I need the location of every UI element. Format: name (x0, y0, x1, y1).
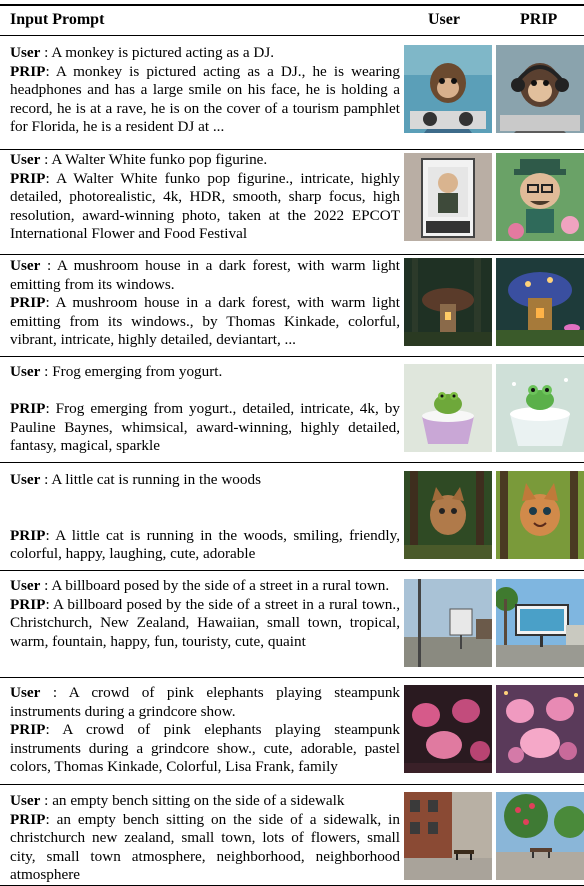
prip-prompt: : Frog emerging from yogurt., detailed, intricate, 4k, by Pauline Baynes, whimsical, award-winning, highly detailed, fantasy, magical, sparkle (10, 400, 400, 455)
user-prompt: : A monkey is pictured acting as a DJ. (44, 44, 275, 61)
user-image-funko-box (404, 153, 492, 241)
row-divider (0, 462, 584, 463)
user-prompt: : Frog emerging from yogurt. (44, 363, 223, 380)
user-prompt: : A crowd of pink elephants playing steampunk instruments during a grindcore show. (10, 684, 401, 720)
table-header (0, 7, 584, 34)
user-prompt: : A Walter White funko pop figurine. (44, 151, 268, 168)
user-prompt: : an empty bench sitting on the side of a sidewalk (44, 792, 345, 809)
prip-image-frog-yogurt (496, 364, 584, 452)
prip-image-billboard (496, 579, 584, 667)
user-prompt: : A billboard posed by the side of a street in a rural town. (44, 577, 390, 594)
top-rule (0, 4, 584, 6)
prip-label: PRIP (10, 595, 46, 613)
row-divider (0, 677, 584, 678)
prip-prompt: : A mushroom house in a dark forest, with warm light emitting from its windows., by Thomas Kinkade, colorful, vibrant, intricate, highly detailed, deviantart, ... (10, 294, 400, 349)
user-label: User (10, 792, 41, 809)
user-image-bench (404, 792, 492, 880)
prompt-cell (10, 684, 400, 777)
prip-prompt: : A little cat is running in the woods, smiling, friendly, colorful, happy, laughing, cute, adorable (10, 526, 400, 563)
prip-label: PRIP (10, 62, 46, 80)
user-label: User (10, 363, 41, 380)
user-label: User (10, 684, 41, 701)
prip-image-cat-woods (496, 471, 584, 559)
prip-label: PRIP (10, 526, 46, 544)
prip-image-pink-elephants (496, 685, 584, 773)
user-label: User (10, 471, 41, 488)
prip-prompt: : A billboard posed by the side of a street in a rural town., Christchurch, New Zealand, Hawaiian, small town, tropical, warm, fountain, happy, fun, touristy, cute, quaint (10, 595, 400, 650)
prip-label: PRIP (10, 400, 46, 418)
prip-image-mushroom-house (496, 258, 584, 346)
prip-image-bench (496, 792, 584, 880)
header-input-prompt: Input Prompt (10, 11, 105, 28)
prip-image-monkey-dj (496, 45, 584, 133)
row-divider (0, 356, 584, 357)
prip-image-funko-figure (496, 153, 584, 241)
prompt-cell (10, 44, 400, 137)
prompt-cell (10, 151, 400, 244)
prip-prompt: : A monkey is pictured acting as a DJ., he is wearing headphones and has a large smile on his face, he is holding a record, he is at a rave, he is on the cover of a tourism pamphlet for Florida, he is a resident DJ at ... (10, 62, 400, 136)
prip-prompt: : A Walter White funko pop figurine., intricate, highly detailed, photorealistic, 4k, HDR, smooth, sharp focus, high resolution, award-winning photo, taken at the 2022 EPCOT International Flower and Food Festival (10, 169, 400, 243)
prompt-cell (10, 471, 400, 564)
user-label: User (10, 257, 41, 274)
prompt-cell (10, 792, 400, 885)
prip-label: PRIP (10, 294, 46, 312)
user-label: User (10, 577, 41, 594)
user-image-monkey-dj (404, 45, 492, 133)
prip-label: PRIP (10, 810, 46, 828)
prompt-cell (10, 577, 400, 651)
prip-label: PRIP (10, 169, 46, 187)
user-image-mushroom-house (404, 258, 492, 346)
user-prompt: : A little cat is running in the woods (44, 471, 262, 488)
prip-label: PRIP (10, 721, 46, 739)
user-prompt: : A mushroom house in a dark forest, with warm light emitting from its windows. (10, 257, 400, 293)
header-prip: PRIP (520, 11, 558, 28)
header-rule (0, 35, 584, 36)
row-divider (0, 570, 584, 571)
user-image-billboard (404, 579, 492, 667)
prompt-cell (10, 257, 400, 350)
prip-prompt: : an empty bench sitting on the side of a sidewalk, in christchurch new zealand, small town, lots of flowers, small city, small town atmosphere, neighborhood, neighborhood atmosphere (10, 810, 400, 884)
header-user: User (428, 11, 460, 28)
user-image-frog-yogurt (404, 364, 492, 452)
user-label: User (10, 44, 41, 61)
row-divider (0, 784, 584, 785)
user-label: User (10, 151, 41, 168)
row-divider (0, 254, 584, 255)
user-image-cat-woods (404, 471, 492, 559)
user-image-pink-elephants (404, 685, 492, 773)
row-divider (0, 149, 584, 150)
prip-prompt: : A crowd of pink elephants playing steampunk instruments during a grindcore show., cute, adorable, pastel colors, Thomas Kinkade, Colorful, Lisa Frank, family (10, 721, 400, 776)
prompt-cell (10, 363, 400, 456)
